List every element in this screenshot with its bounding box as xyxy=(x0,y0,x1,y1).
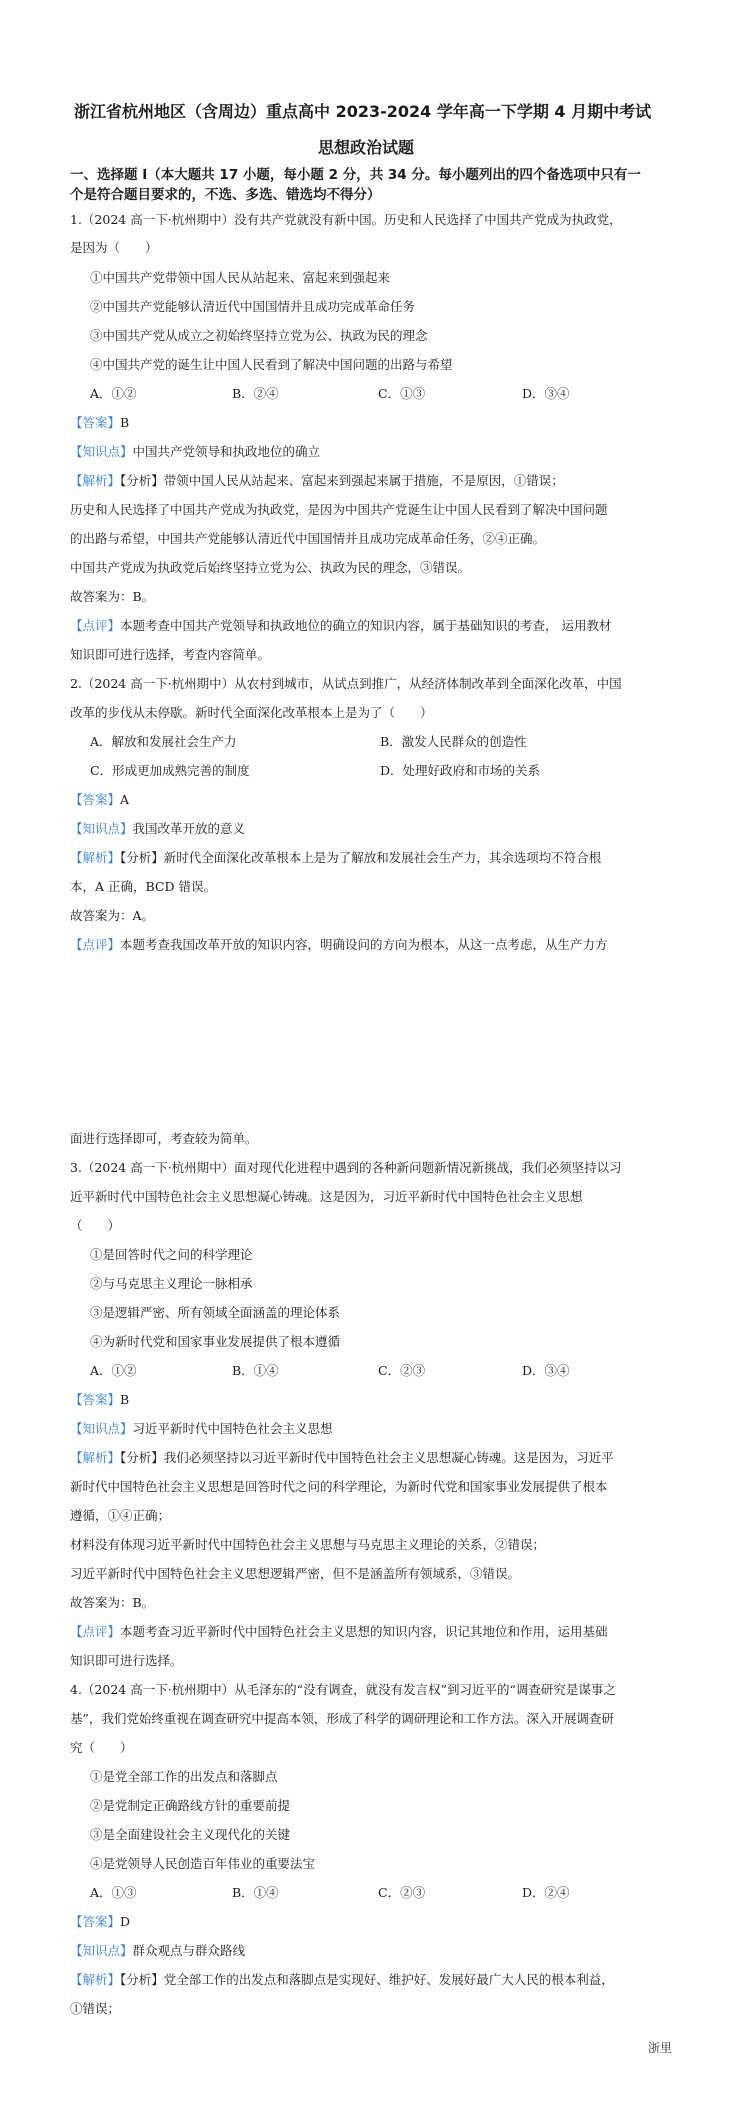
q4-choice-b: B．①④ xyxy=(232,1885,279,1900)
q3-analysis-line4: 材料没有体现习近平新时代中国特色社会主义思想与马克思主义理论的关系，②错误； xyxy=(70,1537,546,1552)
q2-choice-c: C．形成更加成熟完善的制度 xyxy=(90,763,250,778)
q1-analysis-line2: 历史和人民选择了中国共产党成为执政党，是因为中国共产党诞生让中国人民看到了解决中国问题 xyxy=(70,502,608,517)
q3-analysis-line6: 故答案为：B。 xyxy=(70,1595,155,1610)
q4-item-4: ④是党领导人民创造百年伟业的重要法宝 xyxy=(90,1856,316,1871)
q3-choice-c: C．②③ xyxy=(378,1363,426,1378)
q2-stem-line1: 2.（2024 高一下·杭州期中）从农村到城市，从试点到推广，从经济体制改革到全面深化改革，中国 xyxy=(70,676,622,691)
q4-analysis-line1: 【解析】【分析】党全部工作的出发点和落脚点是实现好、维护好、发展好最广大人民的根本利益， xyxy=(70,1972,614,1987)
q1-answer: 【答案】B xyxy=(70,415,130,430)
section-heading-line2: 个是符合题目要求的，不选、多选、错选均不得分） xyxy=(70,187,381,203)
page-title-line2: 思想政治试题 xyxy=(318,138,415,157)
q3-analysis-line5: 习近平新时代中国特色社会主义思想逻辑严密，但不是涵盖所有领域系，③错误。 xyxy=(70,1566,521,1581)
q1-choice-c: C．①③ xyxy=(378,386,426,401)
q3-analysis-line2: 新时代中国特色社会主义思想是回答时代之问的科学理论，为新时代党和国家事业发展提供了根本 xyxy=(70,1479,608,1494)
q3-comment-line2: 知识即可进行选择。 xyxy=(70,1653,183,1668)
q1-analysis-line1: 【解析】【分析】带领中国人民从站起来、富起来到强起来属于措施，不是原因，①错误； xyxy=(70,473,564,488)
q4-stem-line3: 究（ ） xyxy=(70,1740,133,1755)
page-footer: 浙里 xyxy=(648,2041,673,2055)
q4-answer: 【答案】D xyxy=(70,1914,131,1929)
q4-item-2: ②是党制定正确路线方针的重要前提 xyxy=(90,1798,291,1813)
q3-item-3: ③是逻辑严密、所有领域全面涵盖的理论体系 xyxy=(90,1305,341,1320)
q1-comment-line2: 知识即可进行选择，考查内容简单。 xyxy=(70,647,271,662)
q3-comment-line1: 【点评】本题考查习近平新时代中国特色社会主义思想的知识内容，识记其地位和作用，运用基础 xyxy=(70,1624,608,1639)
q1-analysis-line5: 故答案为：B。 xyxy=(70,589,155,604)
q1-comment-line1: 【点评】本题考查中国共产党领导和执政地位的确立的知识内容，属于基础知识的考查， 运用教材 xyxy=(70,618,612,633)
q4-choice-c: C．②③ xyxy=(378,1885,426,1900)
q4-stem-line2: 基”，我们党始终重视在调查研究中提高本领，形成了科学的调研理论和工作方法。深入开展调查研 xyxy=(70,1711,614,1726)
q3-knowledge-point: 【知识点】习近平新时代中国特色社会主义思想 xyxy=(70,1421,333,1436)
q2-choice-d: D．处理好政府和市场的关系 xyxy=(380,763,541,778)
q3-stem-line1: 3.（2024 高一下·杭州期中）面对现代化进程中遇到的各种新问题新情况新挑战，我们必须坚持以习 xyxy=(70,1160,622,1175)
q3-analysis-line1: 【解析】【分析】我们必须坚持以习近平新时代中国特色社会主义思想凝心铸魂。这是因为，习近平 xyxy=(70,1450,614,1465)
q4-item-1: ①是党全部工作的出发点和落脚点 xyxy=(90,1769,278,1784)
q4-choice-a: A．①③ xyxy=(90,1885,137,1900)
q1-analysis-line4: 中国共产党成为执政党后始终坚持立党为公、执政为民的理念，③错误。 xyxy=(70,560,471,575)
q2-choice-b: B．激发人民群众的创造性 xyxy=(380,734,527,749)
q3-answer: 【答案】B xyxy=(70,1392,130,1407)
q4-knowledge-point: 【知识点】群众观点与群众路线 xyxy=(70,1943,246,1958)
q1-choice-b: B．②④ xyxy=(232,386,279,401)
q2-comment-line2: 面进行选择即可，考查较为简单。 xyxy=(70,1131,258,1146)
q3-choice-b: B．①④ xyxy=(232,1363,279,1378)
q3-choice-a: A．①② xyxy=(90,1363,137,1378)
q1-item-2: ②中国共产党能够认清近代中国国情并且成功完成革命任务 xyxy=(90,299,416,314)
q2-choice-a: A．解放和发展社会生产力 xyxy=(90,734,237,749)
q2-analysis-line3: 故答案为：A。 xyxy=(70,908,155,923)
q4-analysis-line2: ①错误； xyxy=(70,2001,121,2016)
page-title-line1: 浙江省杭州地区（含周边）重点高中 2023-2024 学年高一下学期 4 月期中考试 xyxy=(74,102,652,121)
q3-stem-line3: （ ） xyxy=(70,1218,121,1233)
q2-knowledge-point: 【知识点】我国改革开放的意义 xyxy=(70,821,246,836)
q1-choice-d: D．③④ xyxy=(522,386,570,401)
q1-analysis-line3: 的出路与希望，中国共产党能够认清近代中国国情并且成功完成革命任务，②④正确。 xyxy=(70,531,546,546)
q4-stem-line1: 4.（2024 高一下·杭州期中）从毛泽东的“没有调查，就没有发言权”到习近平的“调查研究是谋事之 xyxy=(70,1682,616,1697)
q4-choice-d: D．②④ xyxy=(522,1885,570,1900)
q1-stem-line2: 是因为（ ） xyxy=(70,240,158,255)
q2-stem-line2: 改革的步伐从未停歇。新时代全面深化改革根本上是为了（ ） xyxy=(70,705,433,720)
q2-analysis-line1: 【解析】【分析】新时代全面深化改革根本上是为了解放和发展社会生产力，其余选项均不符合根 xyxy=(70,850,602,865)
q2-analysis-line2: 本，A 正确，BCD 错误。 xyxy=(70,879,216,894)
q3-item-2: ②与马克思主义理论一脉相承 xyxy=(90,1276,253,1291)
q3-stem-line2: 近平新时代中国特色社会主义思想凝心铸魂。这是因为，习近平新时代中国特色社会主义思想 xyxy=(70,1189,583,1204)
q1-item-3: ③中国共产党从成立之初始终坚持立党为公、执政为民的理念 xyxy=(90,328,428,343)
q1-knowledge-point: 【知识点】中国共产党领导和执政地位的确立 xyxy=(70,444,321,459)
q2-answer: 【答案】A xyxy=(70,792,130,807)
q3-choice-d: D．③④ xyxy=(522,1363,570,1378)
q1-item-1: ①中国共产党带领中国人民从站起来、富起来到强起来 xyxy=(90,270,391,285)
q1-choice-a: A．①② xyxy=(90,386,137,401)
section-heading-line1: 一、选择题 I（本大题共 17 小题，每小题 2 分，共 34 分。每小题列出的四个备选项中只有一 xyxy=(70,167,641,183)
q3-analysis-line3: 遵循，①④正确； xyxy=(70,1508,171,1523)
q1-stem-line1: 1.（2024 高一下·杭州期中）没有共产党就没有新中国。历史和人民选择了中国共产党成为执政党， xyxy=(70,212,622,227)
q1-item-4: ④中国共产党的诞生让中国人民看到了解决中国问题的出路与希望 xyxy=(90,357,453,372)
q4-item-3: ③是全面建设社会主义现代化的关键 xyxy=(90,1827,291,1842)
q3-item-4: ④为新时代党和国家事业发展提供了根本遵循 xyxy=(90,1334,341,1349)
q2-comment-line1: 【点评】本题考查我国改革开放的知识内容，明确设问的方向为根本，从这一点考虑，从生产力方 xyxy=(70,937,608,952)
q3-item-1: ①是回答时代之问的科学理论 xyxy=(90,1247,253,1262)
